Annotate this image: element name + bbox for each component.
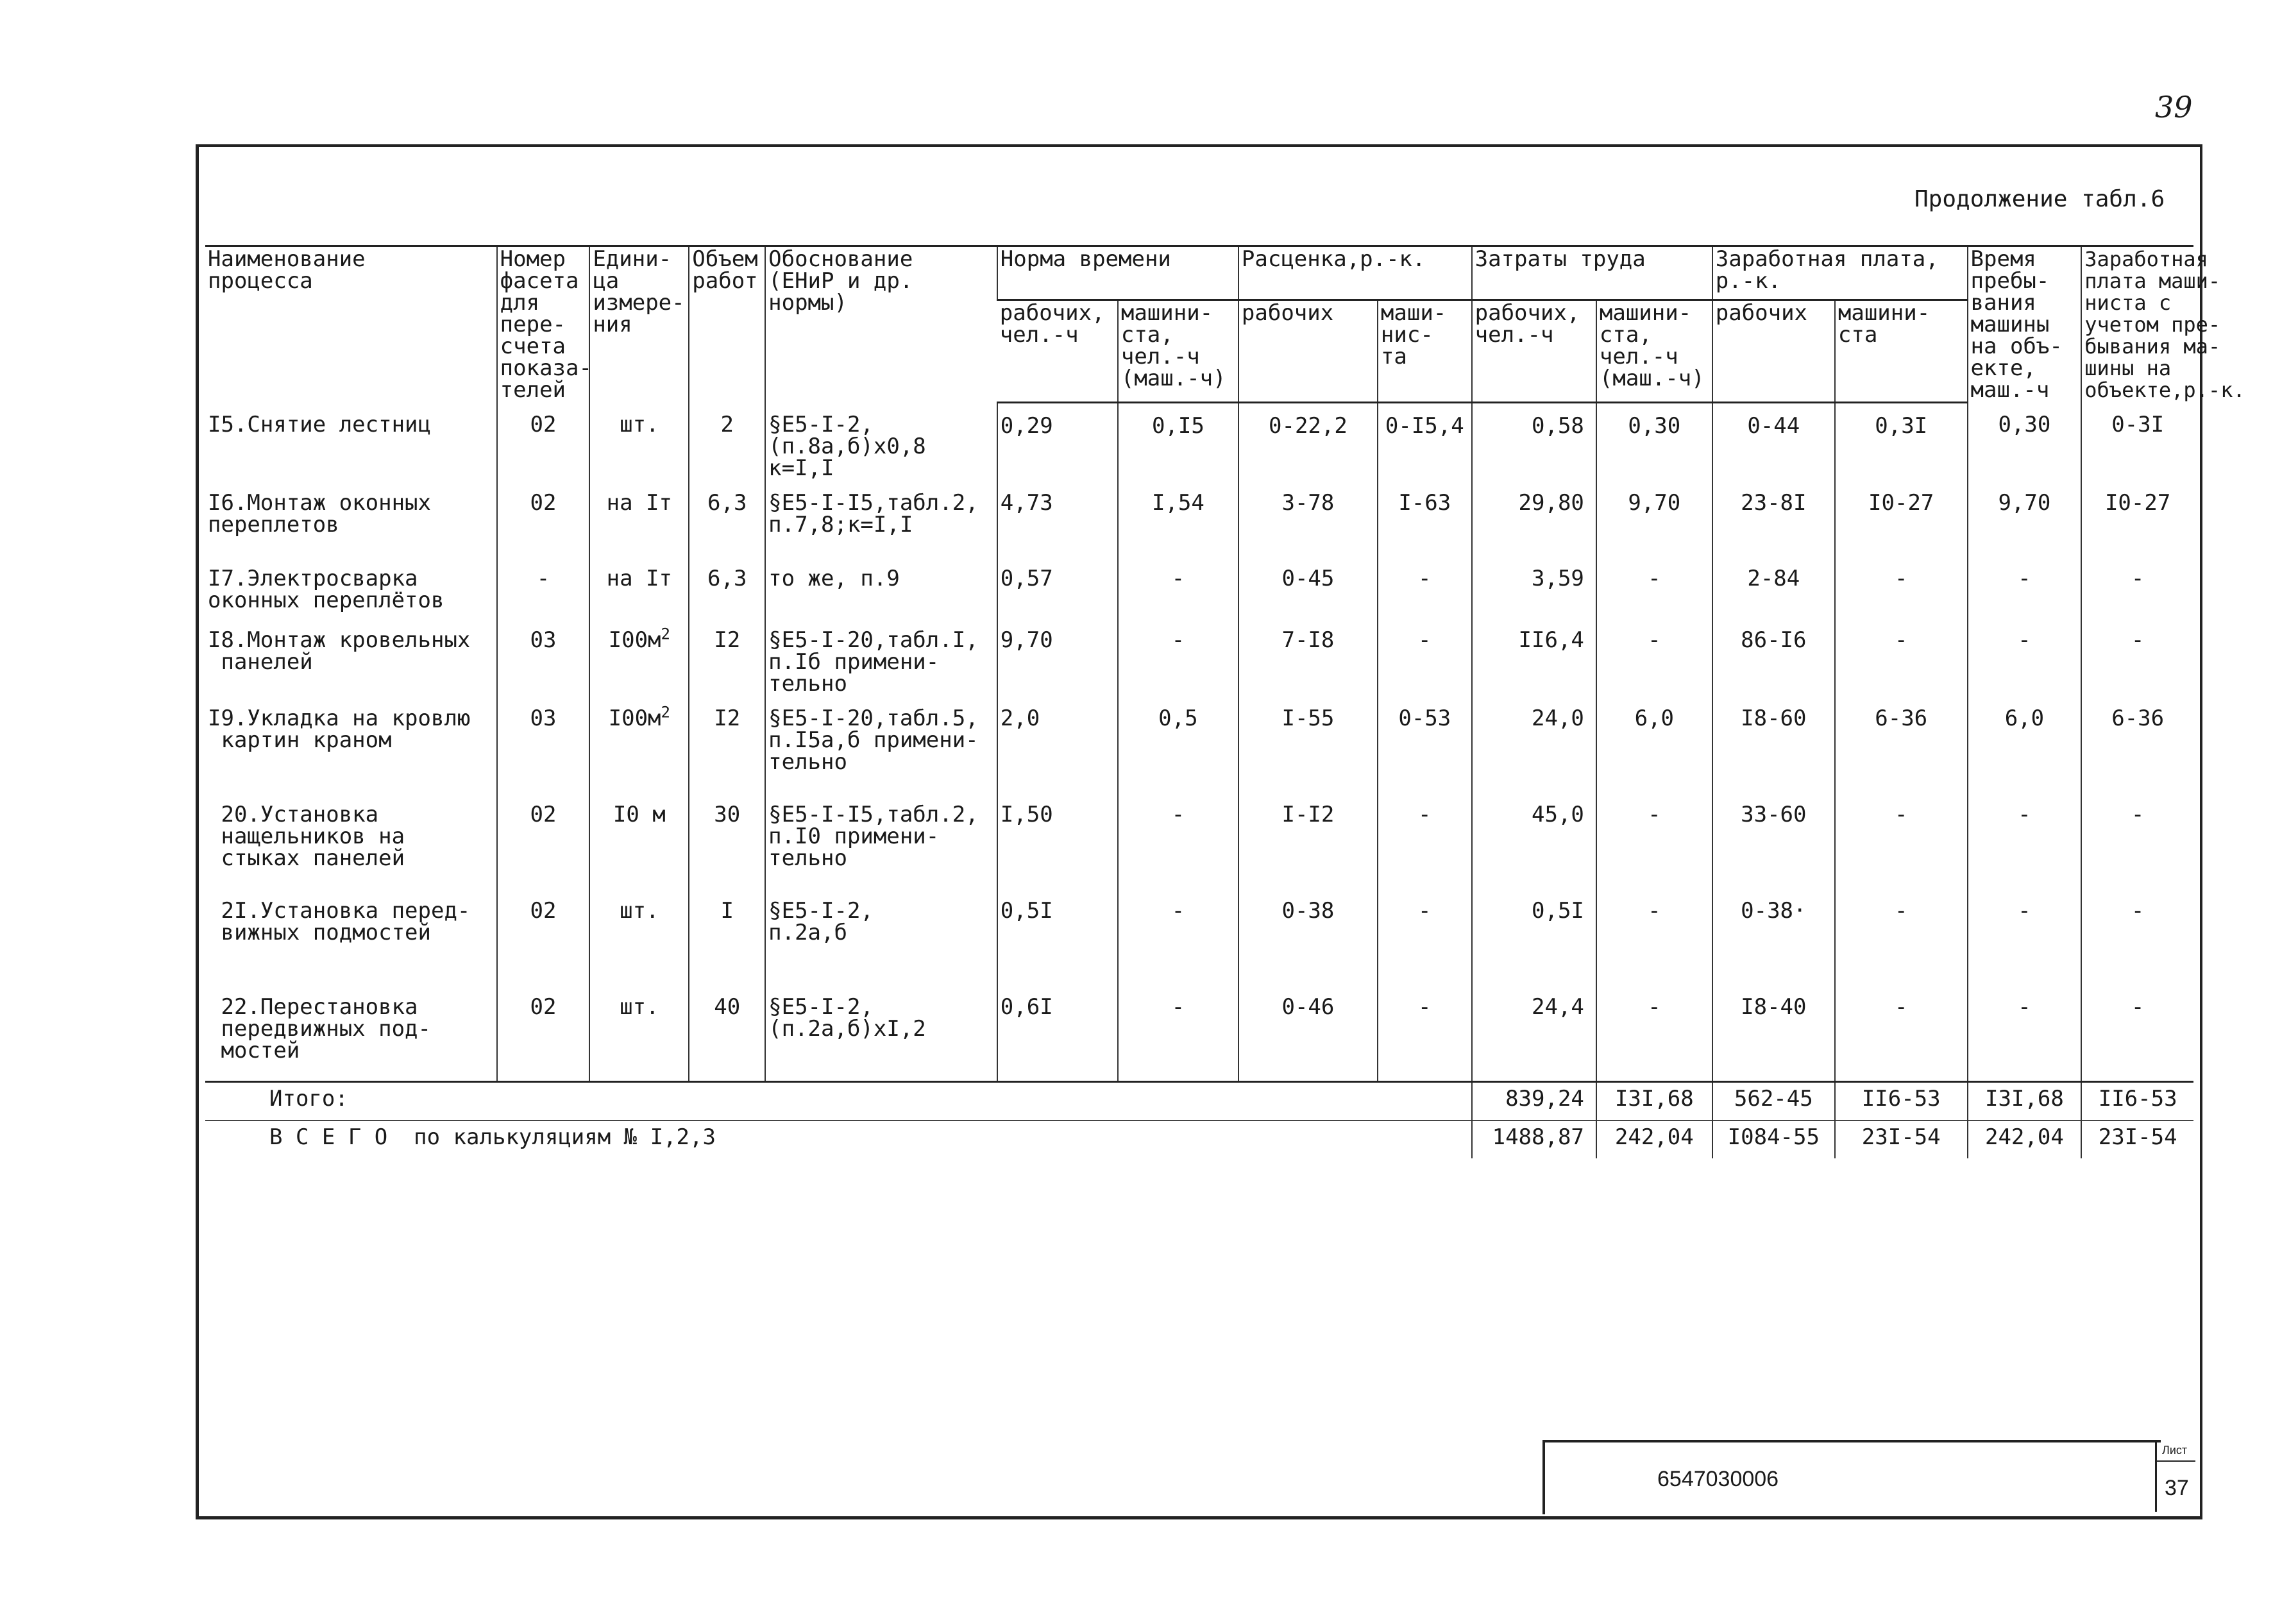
header-facet: Номер фасета для пере- счета показа- телей [497, 246, 590, 403]
norm-machinist: - [1118, 618, 1238, 696]
rate-workers: I-55 [1238, 696, 1378, 792]
wage-workers: I8-60 [1712, 696, 1835, 792]
machine-time: - [1968, 618, 2082, 696]
unit-value: I00м [608, 706, 661, 731]
unit-exponent: 2 [661, 703, 670, 722]
machine-wage: - [2081, 792, 2193, 888]
norm-workers: 0,6I [997, 985, 1118, 1082]
process-name: I9.Укладка на кровлю картин краном [208, 706, 471, 753]
wage-machinist: I0-27 [1835, 480, 1968, 556]
unit: на Iт [589, 556, 689, 618]
machine-time: 9,70 [1968, 480, 2082, 556]
wage-machinist: 0,3I [1835, 402, 1968, 480]
totals-machine-time: I3I,68 [1968, 1082, 2082, 1121]
header-rate: Расценка,р.-к. [1238, 246, 1472, 300]
machine-wage: - [2081, 618, 2193, 696]
facet-number: - [497, 556, 590, 618]
sheet-divider [2157, 1460, 2195, 1462]
rate-machinist: - [1378, 985, 1472, 1082]
unit: шт. [589, 888, 689, 985]
basis: §Е5-I-20,табл.5, п.I5а,б примени- тельно [765, 696, 997, 792]
facet-number: 02 [497, 888, 590, 985]
machine-wage: 0-3I [2081, 402, 2193, 480]
labor-machinist: - [1596, 618, 1712, 696]
process-name: 22.Перестановка передвижных под- мостей [221, 994, 431, 1063]
totals-wage-workers: 562-45 [1712, 1082, 1835, 1121]
volume: 6,3 [689, 480, 765, 556]
basis: §Е5-I-20,табл.I, п.Iб примени- тельно [765, 618, 997, 696]
volume: 40 [689, 985, 765, 1082]
volume: 6,3 [689, 556, 765, 618]
labor-machinist: - [1596, 792, 1712, 888]
header-basis: Обоснование (ЕНиР и др. нормы) [765, 246, 997, 403]
wage-machinist: - [1835, 618, 1968, 696]
machine-time: - [1968, 888, 2082, 985]
labor-machinist: - [1596, 888, 1712, 985]
machine-time: 0,30 [1968, 402, 2082, 480]
sheet-box [2155, 1440, 2195, 1512]
machine-time: - [1968, 556, 2082, 618]
facet-number: 03 [497, 618, 590, 696]
header-rate-workers: рабочих [1238, 300, 1378, 402]
norm-machinist: - [1118, 792, 1238, 888]
rate-machinist: - [1378, 792, 1472, 888]
wage-workers: 0-44 [1712, 402, 1835, 480]
wage-workers: 23-8I [1712, 480, 1835, 556]
totals-row [205, 1082, 2193, 1121]
rate-machinist: - [1378, 888, 1472, 985]
basis: §Е5-I-I5,табл.2, п.7,8;к=I,I [765, 480, 997, 556]
title-block [1542, 1440, 2161, 1514]
header-volume: Объем работ [689, 246, 765, 403]
norm-machinist: - [1118, 888, 1238, 985]
calculation-table [205, 245, 2245, 1158]
machine-wage: - [2081, 556, 2193, 618]
rate-workers: 0-45 [1238, 556, 1378, 618]
totals-label: Итого: [205, 1082, 1472, 1121]
header-norm-workers: рабочих, чел.-ч [997, 300, 1118, 402]
header-rate-machinist: маши- нис- та [1378, 300, 1472, 402]
volume: I [689, 888, 765, 985]
norm-machinist: I,54 [1118, 480, 1238, 556]
grand-labor-workers: 1488,87 [1472, 1121, 1596, 1158]
header-wage-workers: рабочих [1712, 300, 1835, 402]
machine-time: - [1968, 792, 2082, 888]
header-wage: Заработная плата, р.-к. [1712, 246, 1968, 300]
basis: то же, п.9 [765, 556, 997, 618]
table-row [205, 618, 2193, 696]
rate-machinist: I-63 [1378, 480, 1472, 556]
labor-machinist: 6,0 [1596, 696, 1712, 792]
rate-machinist: 0-53 [1378, 696, 1472, 792]
facet-number: 02 [497, 402, 590, 480]
unit: шт. [589, 402, 689, 480]
process-name: I8.Монтаж кровельных панелей [208, 627, 471, 675]
wage-machinist: 6-36 [1835, 696, 1968, 792]
unit [589, 696, 689, 792]
wage-workers: 0-38· [1712, 888, 1835, 985]
table-row [205, 696, 2193, 792]
table-row [205, 985, 2193, 1082]
wage-workers: 86-I6 [1712, 618, 1835, 696]
page-number: 39 [2155, 90, 2193, 124]
labor-workers: 24,0 [1472, 696, 1596, 792]
volume: 30 [689, 792, 765, 888]
table-row [205, 888, 2193, 985]
header-machine-wage: Заработная плата маши- ниста с учетом пре- бывания ма- шины на объекте,р.-к. [2081, 246, 2193, 403]
process-name: I7.Электросварка оконных переплётов [208, 566, 444, 613]
norm-workers: 0,29 [997, 402, 1118, 480]
totals-machine-wage: II6-53 [2081, 1082, 2193, 1121]
labor-workers: 24,4 [1472, 985, 1596, 1082]
machine-time: 6,0 [1968, 696, 2082, 792]
unit [589, 618, 689, 696]
machine-wage: - [2081, 985, 2193, 1082]
basis: §Е5-I-I5,табл.2, п.I0 примени- тельно [765, 792, 997, 888]
rate-machinist: 0-I5,4 [1378, 402, 1472, 480]
grand-total-label: В С Е Г О по калькуляциям № I,2,3 [205, 1121, 1472, 1158]
grand-wage-workers: I084-55 [1712, 1121, 1835, 1158]
facet-number: 02 [497, 480, 590, 556]
sheet-label: Лист [2162, 1444, 2188, 1457]
labor-workers: 0,5I [1472, 888, 1596, 985]
basis: §Е5-I-2, (п.8а,б)х0,8 к=I,I [765, 402, 997, 480]
machine-wage: - [2081, 888, 2193, 985]
machine-wage: 6-36 [2081, 696, 2193, 792]
norm-workers: 0,57 [997, 556, 1118, 618]
grand-wage-machinist: 23I-54 [1835, 1121, 1968, 1158]
unit: шт. [589, 985, 689, 1082]
basis: §Е5-I-2, п.2а,б [765, 888, 997, 985]
continuation-caption: Продолжение табл.6 [1914, 186, 2165, 212]
norm-workers: 4,73 [997, 480, 1118, 556]
header-unit: Едини- ца измере- ния [589, 246, 689, 403]
norm-workers: I,50 [997, 792, 1118, 888]
rate-workers: 0-22,2 [1238, 402, 1378, 480]
unit: I0 м [589, 792, 689, 888]
document-code: 6547030006 [1657, 1467, 1779, 1491]
rate-workers: 3-78 [1238, 480, 1378, 556]
header-labor-machinist: машини- ста, чел.-ч (маш.-ч) [1596, 300, 1712, 402]
rate-machinist: - [1378, 556, 1472, 618]
norm-machinist: 0,I5 [1118, 402, 1238, 480]
machine-wage: I0-27 [2081, 480, 2193, 556]
grand-total-row [205, 1121, 2193, 1158]
header-machine-time: Время пребы- вания машины на объ- екте, маш.-ч [1968, 246, 2082, 403]
rate-workers: 7-I8 [1238, 618, 1378, 696]
norm-machinist: - [1118, 556, 1238, 618]
table-row [205, 556, 2193, 618]
labor-workers: 3,59 [1472, 556, 1596, 618]
header-labor: Затраты труда [1472, 246, 1712, 300]
table-row [205, 792, 2193, 888]
wage-machinist: - [1835, 792, 1968, 888]
labor-machinist: - [1596, 556, 1712, 618]
labor-workers: 45,0 [1472, 792, 1596, 888]
facet-number: 02 [497, 985, 590, 1082]
unit-exponent: 2 [661, 625, 670, 643]
volume: 2 [689, 402, 765, 480]
header-norm-machinist: машини- ста, чел.-ч (маш.-ч) [1118, 300, 1238, 402]
wage-machinist: - [1835, 985, 1968, 1082]
table-row [205, 402, 2193, 480]
volume: I2 [689, 696, 765, 792]
labor-machinist: - [1596, 985, 1712, 1082]
norm-workers: 2,0 [997, 696, 1118, 792]
header-norm: Норма времени [997, 246, 1238, 300]
volume: I2 [689, 618, 765, 696]
process-name: 2I.Установка перед- вижных подмостей [221, 898, 471, 945]
header-labor-workers: рабочих, чел.-ч [1472, 300, 1596, 402]
norm-machinist: 0,5 [1118, 696, 1238, 792]
header-wage-machinist: машини- ста [1835, 300, 1968, 402]
header-name: Наименование процесса [205, 246, 497, 403]
grand-machine-wage: 23I-54 [2081, 1121, 2193, 1158]
norm-workers: 0,5I [997, 888, 1118, 985]
table-row [205, 480, 2193, 556]
unit: на Iт [589, 480, 689, 556]
wage-machinist: - [1835, 556, 1968, 618]
labor-workers: 0,58 [1472, 402, 1596, 480]
wage-workers: 33-60 [1712, 792, 1835, 888]
labor-workers: 29,80 [1472, 480, 1596, 556]
facet-number: 03 [497, 696, 590, 792]
labor-workers: II6,4 [1472, 618, 1596, 696]
facet-number: 02 [497, 792, 590, 888]
rate-workers: 0-38 [1238, 888, 1378, 985]
sheet-number: 37 [2165, 1476, 2189, 1500]
totals-labor-workers: 839,24 [1472, 1082, 1596, 1121]
machine-time: - [1968, 985, 2082, 1082]
process-name: I6.Монтаж оконных переплетов [208, 490, 431, 537]
rate-workers: 0-46 [1238, 985, 1378, 1082]
wage-workers: I8-40 [1712, 985, 1835, 1082]
rate-machinist: - [1378, 618, 1472, 696]
totals-labor-machinist: I3I,68 [1596, 1082, 1712, 1121]
norm-workers: 9,70 [997, 618, 1118, 696]
labor-machinist: 9,70 [1596, 480, 1712, 556]
wage-workers: 2-84 [1712, 556, 1835, 618]
grand-labor-machinist: 242,04 [1596, 1121, 1712, 1158]
basis: §Е5-I-2, (п.2а,б)хI,2 [765, 985, 997, 1082]
grand-machine-time: 242,04 [1968, 1121, 2082, 1158]
header-row-1 [205, 246, 2193, 300]
process-name: I5.Снятие лестниц [208, 412, 431, 437]
process-name: 20.Установка нащельников на стыках панелей [221, 802, 405, 871]
norm-machinist: - [1118, 985, 1238, 1082]
totals-wage-machinist: II6-53 [1835, 1082, 1968, 1121]
unit-value: I00м [608, 627, 661, 653]
labor-machinist: 0,30 [1596, 402, 1712, 480]
rate-workers: I-I2 [1238, 792, 1378, 888]
wage-machinist: - [1835, 888, 1968, 985]
